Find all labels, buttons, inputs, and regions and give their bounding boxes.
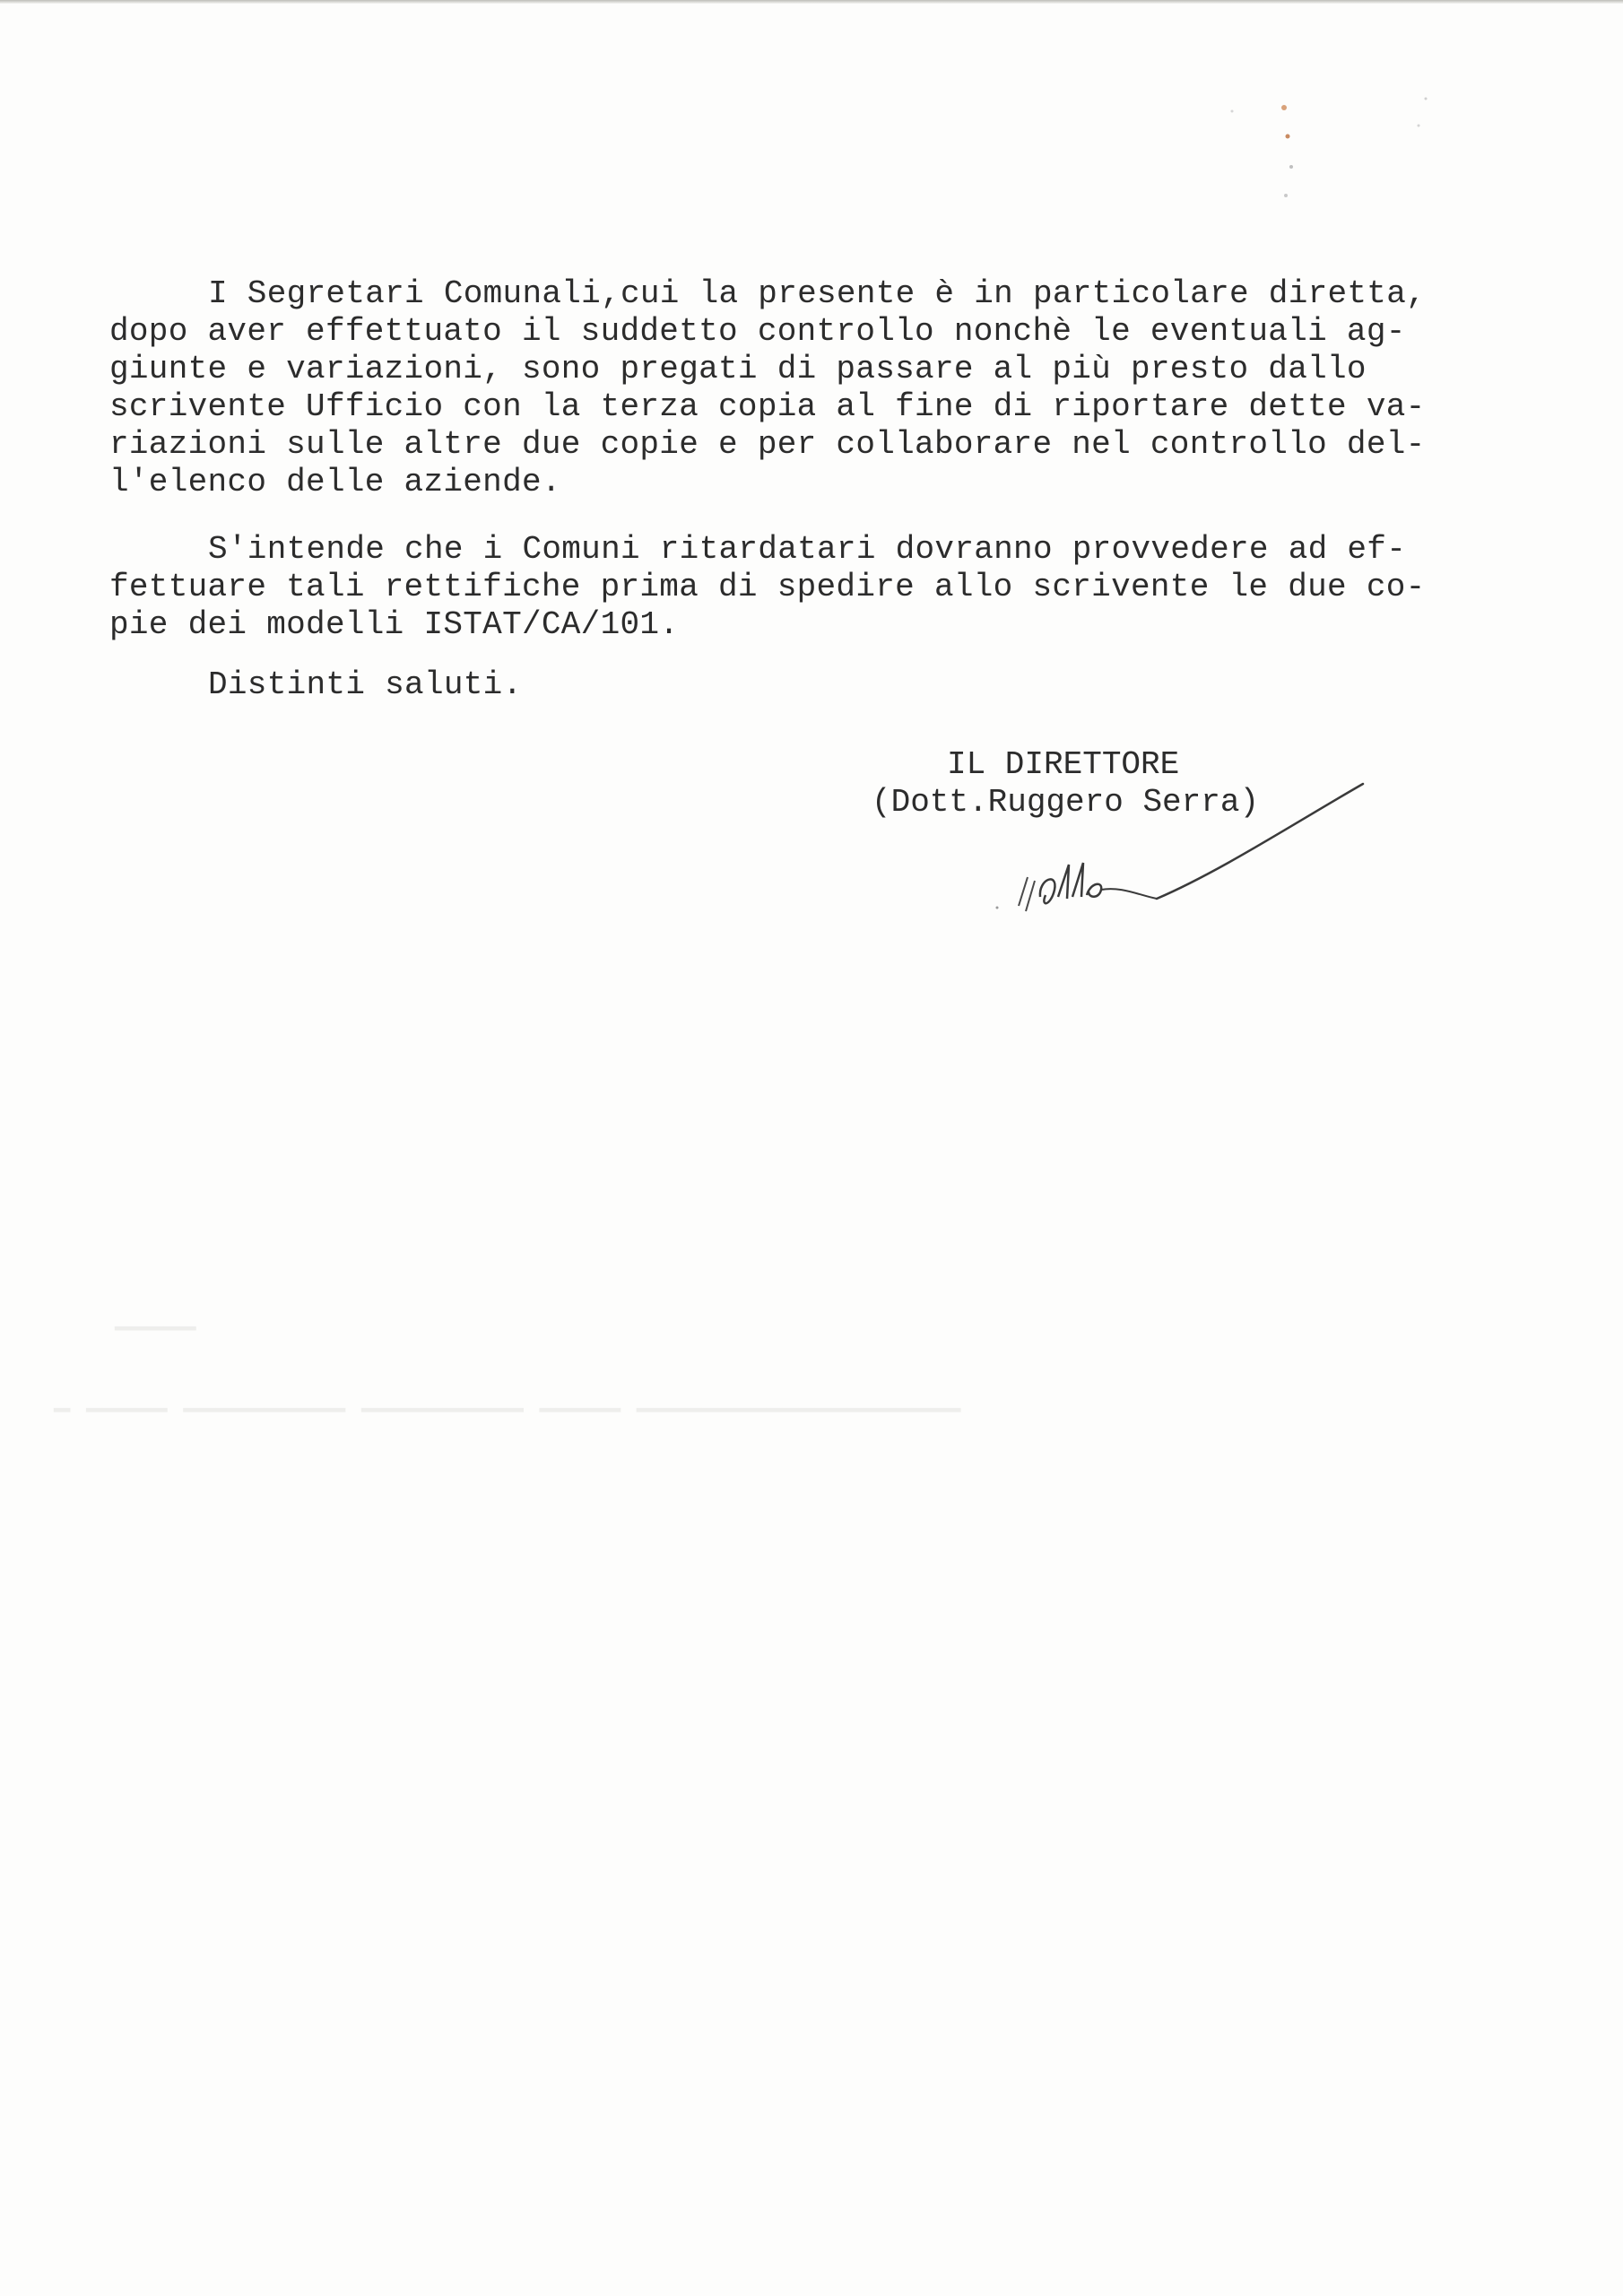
closing-salutation: Distinti saluti.: [208, 666, 523, 703]
handwritten-signature: [986, 771, 1399, 951]
text-line: I Segretari Comunali,cui la presente è in particolare diretta,: [208, 275, 1427, 312]
text-line: scrivente Ufficio con la terza copia al fine di riportare dette va-: [109, 388, 1426, 425]
bleed-through-text: ▁ ▁▁▁▁▁ ▁▁▁▁▁▁▁▁▁▁ ▁▁▁▁▁▁▁▁▁▁ ▁▁▁▁▁ ▁▁▁▁▁▁▁▁▁▁▁▁▁▁▁▁▁▁▁▁: [54, 1384, 961, 1414]
text-line: riazioni sulle altre due copie e per collaborare nel controllo del-: [109, 426, 1426, 463]
text-line: pie dei modelli ISTAT/CA/101.: [109, 606, 680, 643]
text-line: fettuare tali rettifiche prima di spedire allo scrivente le due co-: [109, 569, 1426, 605]
text-line: dopo aver effettuato il suddetto controllo nonchè le eventuali ag-: [109, 313, 1406, 350]
text-line: S'intende che i Comuni ritardatari dovranno provvedere ad ef-: [208, 531, 1407, 568]
text-line: giunte e variazioni, sono pregati di passare al più presto dallo: [109, 351, 1367, 387]
bleed-through-text: ▔▔▔▔▔: [115, 1330, 196, 1361]
signatory-name: (Dott.Ruggero Serra): [872, 784, 1260, 821]
text-line: l'elenco delle aziende.: [109, 464, 561, 500]
signatory-title: IL DIRETTORE: [947, 746, 1180, 783]
